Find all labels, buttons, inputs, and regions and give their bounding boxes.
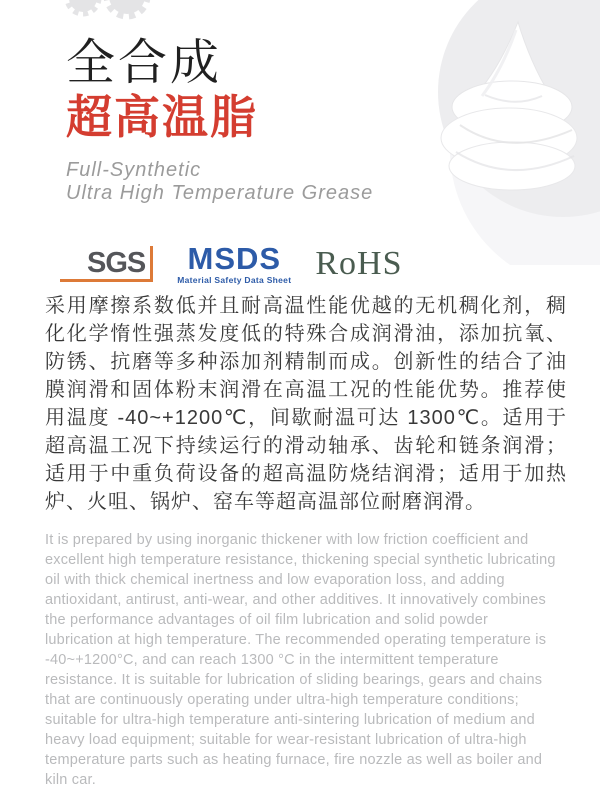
headline-block [66,36,373,205]
description-chinese: 采用摩擦系数低并且耐高温性能优越的无机稠化剂，稠化化学惰性强蒸发度低的特殊合成润滑油，添加抗氧、防锈、抗磨等多种添加剂精制而成。创新性的结合了油膜润滑和固体粉末润滑在高温工况的性能优势。推荐使用温度 -40~+1200℃，间歇耐温可达 1300℃。适用于超高温工况下持续运行的滑动轴承、齿轮和链条润滑；适用于中重负荷设备的超高温防烧结润滑；适用于加热炉、火咀、锅炉、窑车等超高温部位耐磨润滑。 [45,295,567,513]
gear-decor [0,0,220,30]
page-title-cn-line1: 全合成 [66,36,223,90]
gear-icon [69,0,97,12]
subtitle-line2: Ultra High Temperature Grease [66,182,374,204]
rohs-logo [315,244,403,282]
gear-icon [109,0,145,14]
subtitle-line1: Full-Synthetic [66,159,202,181]
page-title-cn-line2: 超高温脂 [66,91,258,143]
product-grease-image [390,0,600,265]
rohs-label: RoHS [315,244,403,282]
msds-label: MSDS [187,241,282,276]
sgs-logo [60,246,153,282]
msds-sublabel: Material Safety Data Sheet [177,275,292,285]
page-subtitle-en [66,159,373,205]
description-english: It is prepared by using inorganic thickener with low friction coefficient and excellent high temperature resistance, thickening special synthetic lubricating oil with thick chemical inertness and low evaporation loss, and adding antioxidant, antirust, anti-wear, and other additives. It innovatively combines the performance advantages of oil film lubrication and solid powder lubrication at high temperature. The recommended operating temperature is -40~+1200°C, and can reach 1300 °C in the intermittent temperature resistance. It is suitable for lubrication of sliding bearings, gears and chains that are continuously operating under ultra-high temperature conditions; suitable for ultra-high temperature anti-sintering lubrication of medium and heavy load equipment; suitable for wear-resistant lubrication of ultra-high temperature parts such as heating furnace, fire nozzle as well as boiler and kiln car. [45,532,556,788]
certification-logos [60,243,402,285]
msds-logo [177,243,291,285]
sgs-label: SGS [87,246,146,279]
